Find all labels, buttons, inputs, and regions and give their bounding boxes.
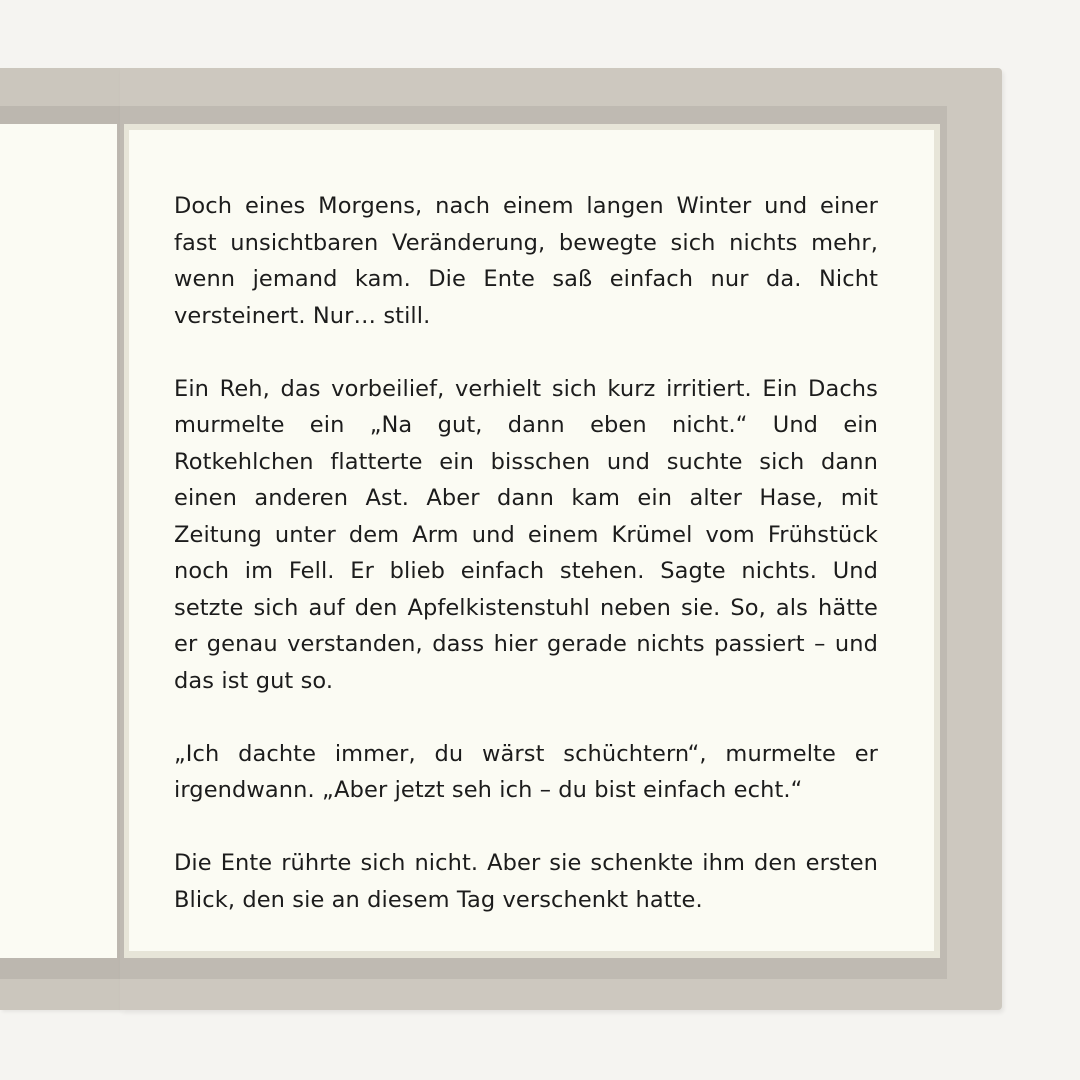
left-page [0,124,117,958]
story-text [174,188,878,918]
paragraph-1: Doch eines Morgens, nach einem langen Winter und einer fast unsichtbaren Veränderung, bewegte sich nichts mehr, wenn jemand kam. Die Ente saß einfach nur da. Nicht versteinert. Nur… still. [174,193,878,329]
paragraph-3: „Ich dachte immer, du wärst schüchtern“, murmelte er irgendwann. „Aber jetzt seh ich – du bist einfach echt.“ [174,740,878,803]
paragraph-4: Die Ente rührte sich nicht. Aber sie schenkte ihm den ersten Blick, den sie an diesem Tag verschenkt hatte. [174,850,878,913]
paragraph-2: Ein Reh, das vorbeilief, verhielt sich kurz irritiert. Ein Dachs murmelte ein „Na gut, dann eben nicht.“ Und ein Rotkehlchen flatterte ein bisschen und suchte sich dann einen anderen Ast. Aber dann kam ein alter Hase, mit Zeitung unter dem Arm und einem Krümel vom Frühstück noch im Fell. Er blieb einfach stehen. Sagte nichts. Und setzte sich auf den Apfelkistenstuhl neben sie. So, als hätte er genau verstanden, dass hier gerade nichts passiert – und das ist gut so. [174,375,878,694]
